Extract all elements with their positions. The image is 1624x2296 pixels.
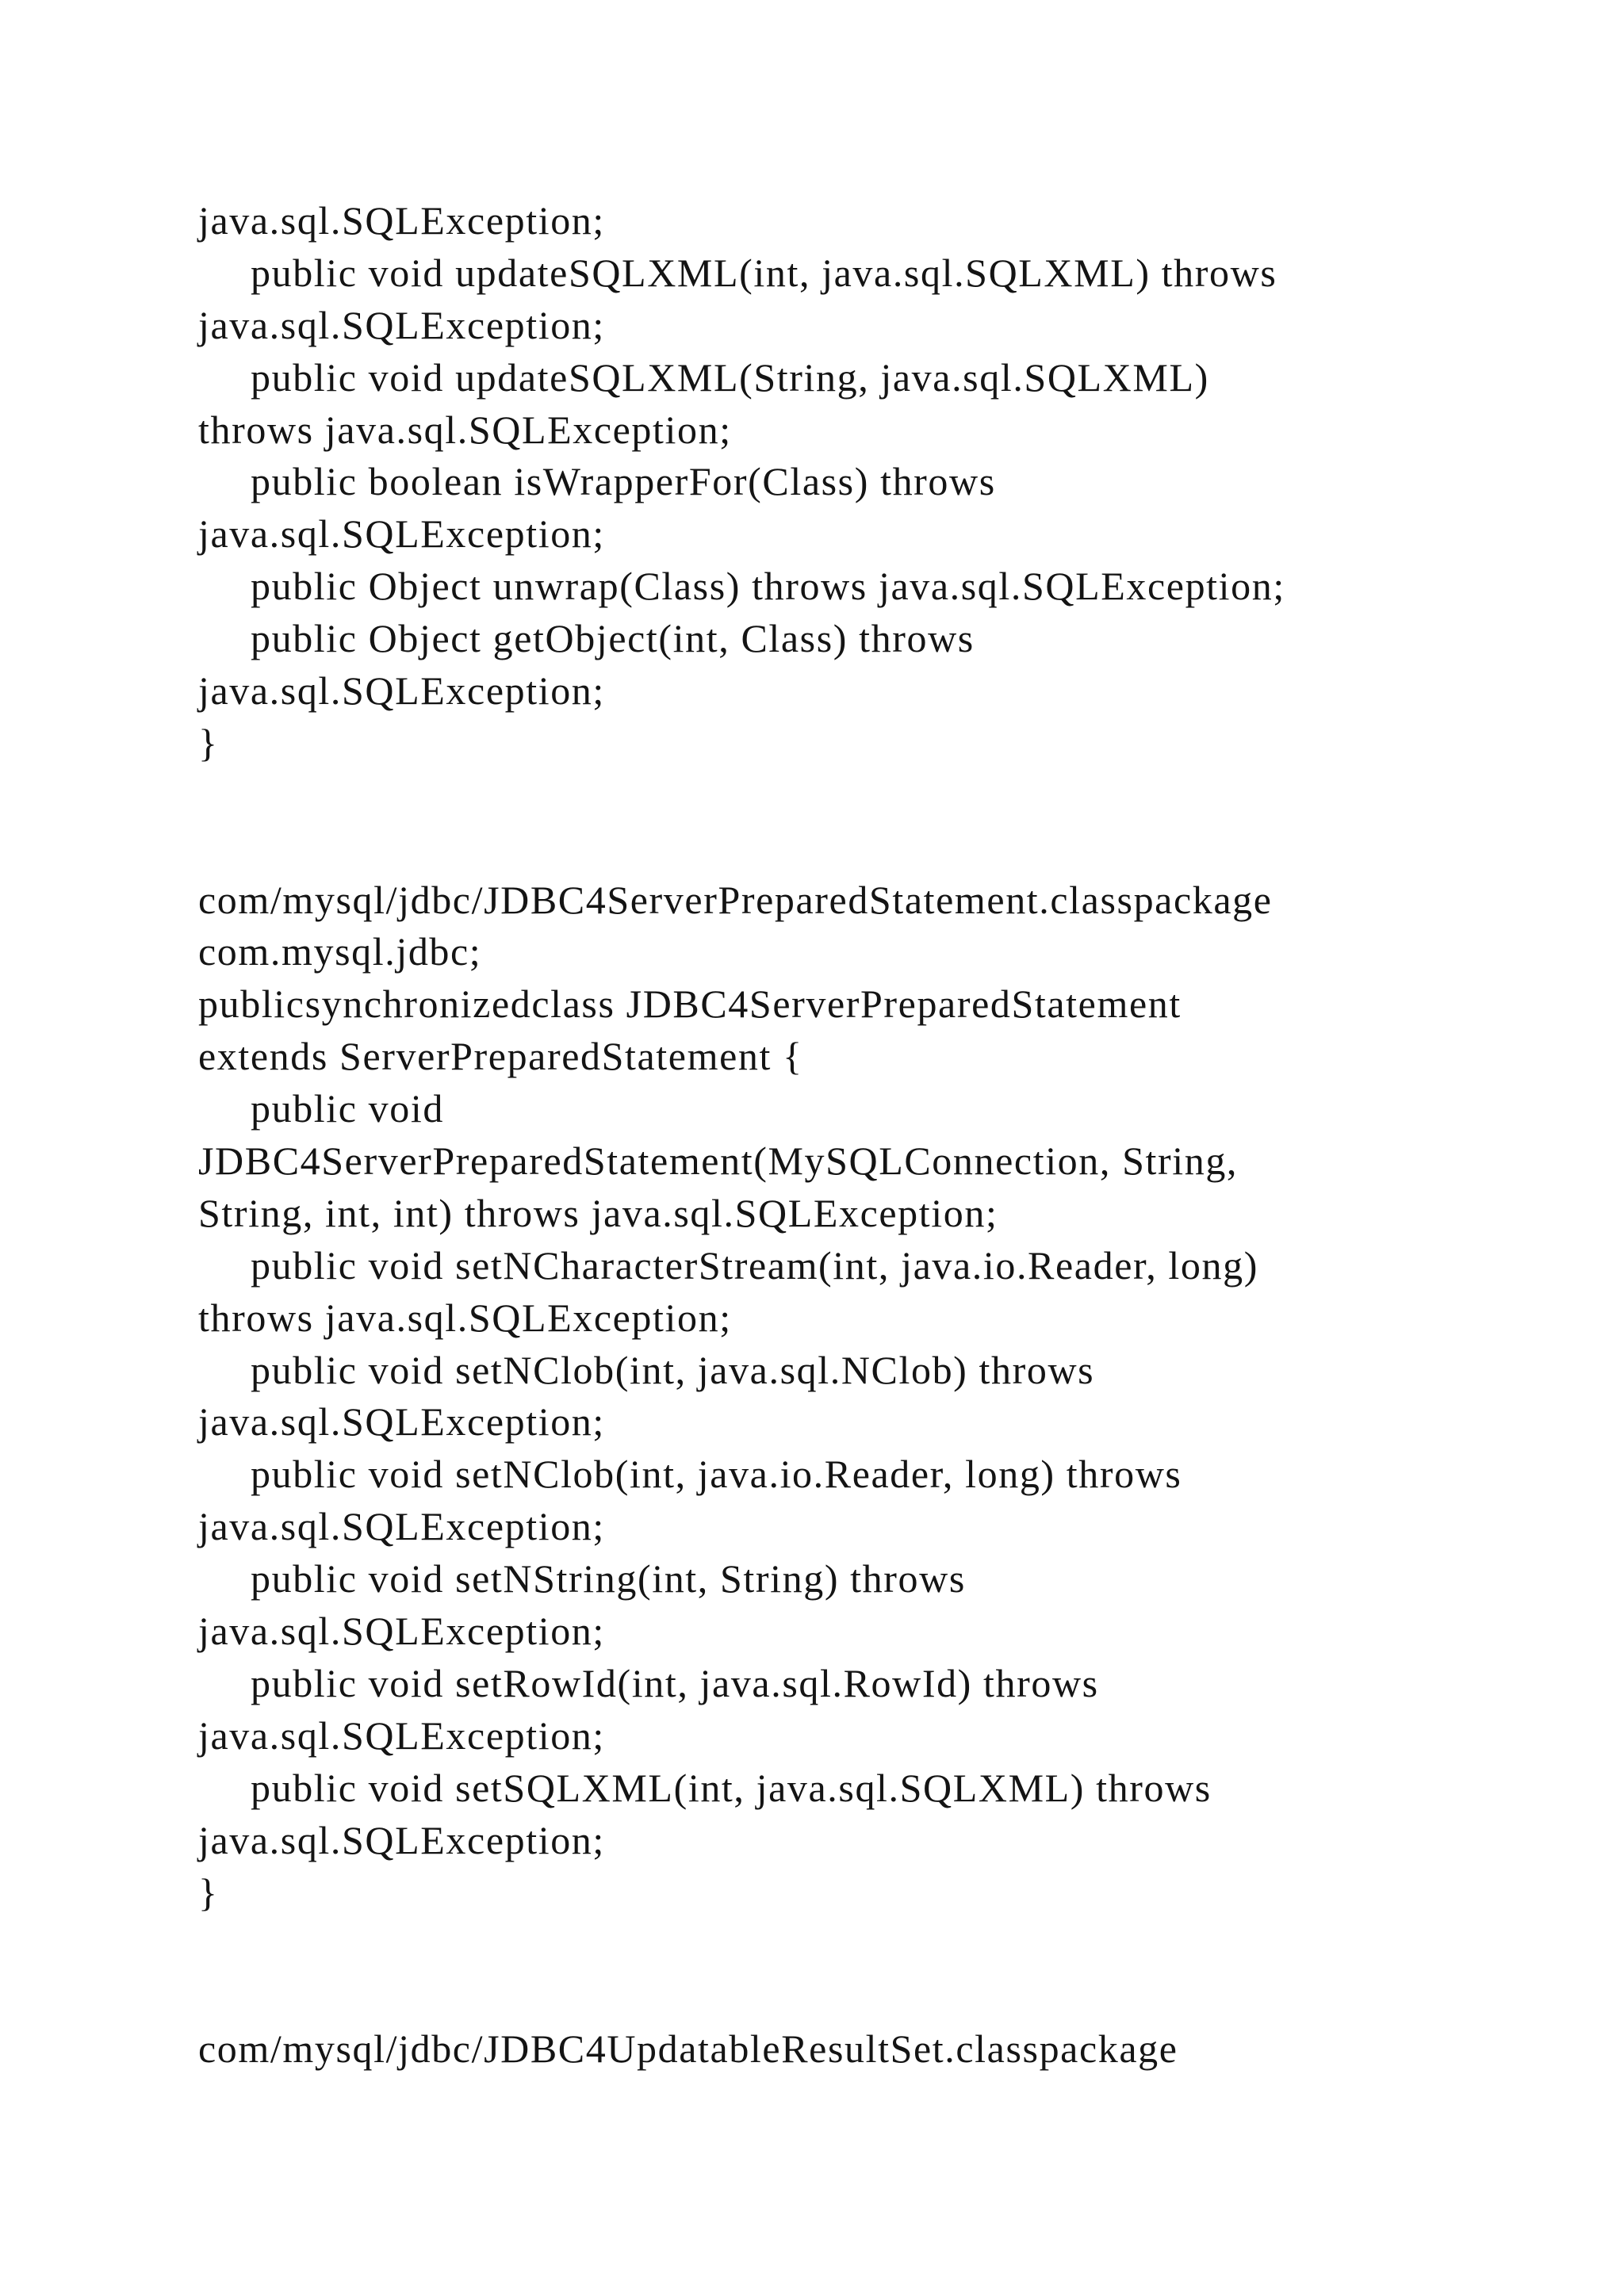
document-body <box>198 195 1467 2076</box>
code-line: java.sql.SQLException; <box>198 302 605 347</box>
code-line: public void setNString(int, String) throws <box>251 1556 966 1601</box>
code-line: com/mysql/jdbc/JDBC4ServerPreparedStatement.classpackage <box>198 877 1273 922</box>
code-line: java.sql.SQLException; <box>198 1817 605 1862</box>
code-line: public void updateSQLXML(int, java.sql.SQLXML) throws <box>251 250 1277 295</box>
code-line: public Object getObject(int, Class) throws <box>251 616 975 661</box>
code-line: throws java.sql.SQLException; <box>198 407 732 452</box>
code-line: public void setNCharacterStream(int, java.io.Reader, long) <box>251 1242 1258 1288</box>
code-line: public void updateSQLXML(String, java.sql.SQLXML) <box>251 354 1209 400</box>
code-line: com/mysql/jdbc/JDBC4UpdatableResultSet.classpackage <box>198 2026 1178 2072</box>
code-line: public void <box>251 1086 444 1131</box>
code-line: publicsynchronizedclass JDBC4ServerPreparedStatement <box>198 982 1182 1027</box>
code-line: java.sql.SQLException; <box>198 511 605 557</box>
code-line: public Object unwrap(Class) throws java.sql.SQLException; <box>251 564 1285 609</box>
code-line: java.sql.SQLException; <box>198 1399 605 1445</box>
code-line: } <box>198 1869 219 1915</box>
blank-line <box>198 1971 1467 2023</box>
code-line: java.sql.SQLException; <box>198 668 605 714</box>
code-line: java.sql.SQLException; <box>198 1609 605 1654</box>
code-line: java.sql.SQLException; <box>198 198 605 243</box>
code-line: extends ServerPreparedStatement { <box>198 1034 803 1079</box>
blank-line <box>198 822 1467 874</box>
blank-line <box>198 1919 1467 1971</box>
code-line: public void setNClob(int, java.io.Reader, long) throws <box>251 1452 1182 1497</box>
code-line: public boolean isWrapperFor(Class) throws <box>251 459 996 504</box>
code-line: public void setSQLXML(int, java.sql.SQLXML) throws <box>251 1765 1212 1810</box>
code-line: throws java.sql.SQLException; <box>198 1295 732 1340</box>
code-line: java.sql.SQLException; <box>198 1712 605 1758</box>
code-line: public void setRowId(int, java.sql.RowId) throws <box>251 1660 1099 1705</box>
code-line: public void setNClob(int, java.sql.NClob) throws <box>251 1347 1095 1392</box>
code-line: JDBC4ServerPreparedStatement(MySQLConnection, String, <box>198 1138 1239 1184</box>
code-line: } <box>198 720 219 765</box>
code-line: java.sql.SQLException; <box>198 1504 605 1549</box>
blank-line <box>198 770 1467 822</box>
code-line: String, int, int) throws java.sql.SQLException; <box>198 1190 998 1235</box>
code-line: com.mysql.jdbc; <box>198 929 482 974</box>
